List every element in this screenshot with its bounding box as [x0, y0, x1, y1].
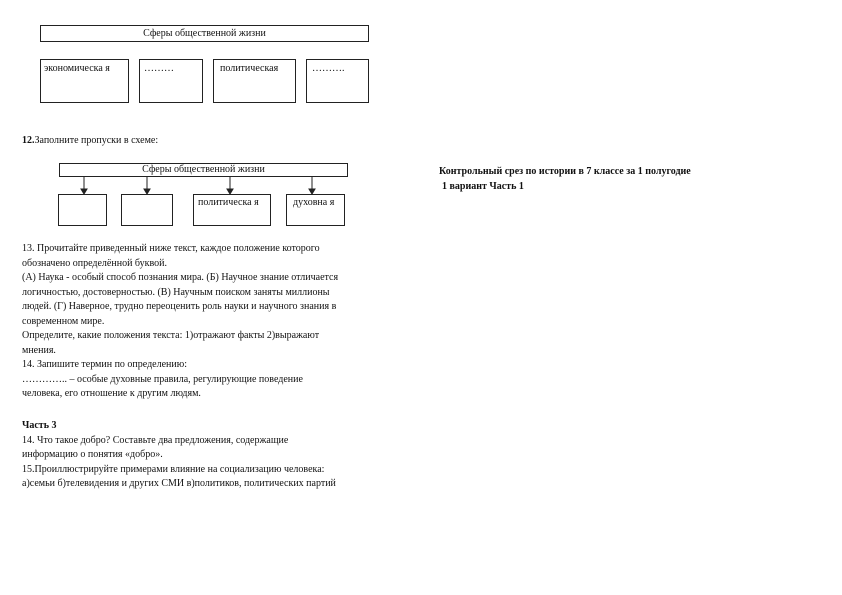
test-header	[439, 165, 799, 194]
diagram2-box-blank-1	[58, 194, 107, 226]
header-line-2: 1 вариант Часть 1	[442, 180, 524, 192]
q14a-line: 14. Запишите термин по определению:	[22, 359, 187, 370]
q12-instruction: Заполните пропуски в схеме:	[34, 135, 159, 146]
diagram2-box-spiritual	[286, 194, 345, 226]
q12-number: 12.	[22, 135, 35, 146]
q13-line: современном мире.	[22, 315, 105, 327]
q13-line: людей. (Г) Наверное, трудно переоценить роль науки и научного знания в	[22, 301, 337, 312]
part3-heading: Часть 3	[22, 420, 57, 431]
q14a-line: ………….. – особые духовные правила, регулирующие поведение	[22, 373, 303, 385]
q14a-line: человека, его отношение к другим людям.	[22, 388, 201, 399]
q13-line: 13. Прочитайте приведенный ниже текст, каждое положение которого	[22, 243, 320, 254]
q13-line: обозначено определённой буквой.	[22, 257, 167, 269]
diagram2-box-label: духовна я	[293, 197, 335, 208]
part3-line: информацию о понятия «добро».	[22, 449, 163, 460]
header-line-1: Контрольный срез по истории в 7 классе за 1 полугодие	[439, 166, 691, 177]
diagram1-box-label: политическая	[220, 63, 279, 74]
q13-line: логичностью, достоверностью. (В) Научным поиском заняты миллионы	[22, 286, 330, 298]
diagram1-box-label: ………	[144, 63, 174, 74]
diagram2-box-label: политическа я	[198, 197, 259, 208]
q13-line: (А) Наука - особый способ познания мира. (Б) Научное знание отличается	[22, 272, 339, 283]
q13-line: мнения.	[22, 344, 56, 356]
diagram2-box-blank-2	[121, 194, 173, 226]
part3-line: 14. Что такое добро? Составьте два предложения, содержащие	[22, 434, 289, 446]
part3-line: а)семьи б)телевидения и других СМИ в)политиков, политических партий	[22, 478, 336, 489]
diagram1-box-label: экономическа я	[44, 63, 110, 74]
diagram2-box-political	[193, 194, 271, 226]
diagram1-title: Сферы общественной жизни	[143, 28, 266, 39]
q13-block	[22, 242, 422, 402]
diagram1-box-label: ……….	[312, 63, 345, 74]
part3-line: 15.Проиллюстрируйте примерами влияние на социализацию человека:	[22, 463, 325, 475]
q13-line: Определите, какие положения текста: 1)отражают факты 2)выражают	[22, 330, 320, 341]
diagram2-title: Сферы общественной жизни	[142, 164, 265, 175]
part3-block	[22, 419, 422, 492]
